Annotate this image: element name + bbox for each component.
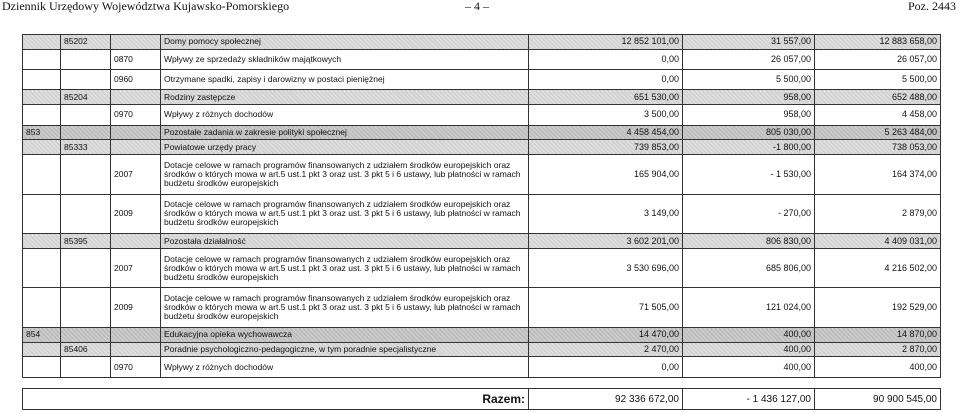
total-after: 90 900 545,00: [815, 389, 941, 410]
description-cell: Dotacje celowe w ramach programów finansowanych z udziałem środków europejskich oraz środków o których mowa w art.5 ust.1 pkt 3 oraz ust. 3 pkt 5 i 6 ustawy, lub płatności w ramach budżetu środków europejskich: [161, 288, 529, 328]
change-value-cell: 26 057,00: [683, 49, 815, 69]
plan-value-cell: 0,00: [529, 49, 683, 69]
plan-value-cell: 4 458 454,00: [529, 125, 683, 140]
plan-value-cell: 71 505,00: [529, 288, 683, 328]
total-change: - 1 436 127,00: [683, 389, 815, 410]
plan-value-cell: 739 853,00: [529, 140, 683, 155]
paragraph-cell: 2007: [111, 154, 161, 194]
plan-value-cell: 3 500,00: [529, 105, 683, 125]
paragraph-cell: [111, 125, 161, 140]
dzial-cell: [23, 90, 61, 105]
rozdzial-cell: 85333: [61, 140, 111, 155]
change-value-cell: 121 024,00: [683, 288, 815, 328]
after-value-cell: 2 879,00: [815, 194, 941, 234]
total-label: Razem:: [23, 389, 529, 410]
dzial-cell: 854: [23, 328, 61, 343]
after-value-cell: 164 374,00: [815, 154, 941, 194]
description-cell: Otrzymane spadki, zapisy i darowizny w postaci pieniężnej: [161, 70, 529, 90]
paragraph-cell: [111, 35, 161, 50]
after-value-cell: 5 263 484,00: [815, 125, 941, 140]
paragraph-cell: 0970: [111, 357, 161, 378]
rozdzial-cell: [61, 125, 111, 140]
after-value-cell: 192 529,00: [815, 288, 941, 328]
paragraph-cell: [111, 234, 161, 249]
paragraph-cell: 2009: [111, 194, 161, 234]
paragraph-cell: 0960: [111, 70, 161, 90]
description-cell: Wpływy ze sprzedaży składników majątkowych: [161, 49, 529, 69]
table-row: [23, 288, 941, 328]
table-row: [23, 248, 941, 288]
dzial-cell: [23, 49, 61, 69]
description-cell: Dotacje celowe w ramach programów finansowanych z udziałem środków europejskich oraz środków o których mowa w art.5 ust.1 pkt 3 oraz ust. 3 pkt 5 i 6 ustawy, lub płatności w ramach budżetu środków europejskich: [161, 248, 529, 288]
table-row: [23, 90, 941, 105]
rozdzial-cell: 85406: [61, 342, 111, 357]
change-value-cell: 5 500,00: [683, 70, 815, 90]
table-row: [23, 328, 941, 343]
after-value-cell: 652 488,00: [815, 90, 941, 105]
after-value-cell: 26 057,00: [815, 49, 941, 69]
description-cell: Pozostałe zadania w zakresie polityki społecznej: [161, 125, 529, 140]
change-value-cell: 31 557,00: [683, 35, 815, 50]
plan-value-cell: 0,00: [529, 357, 683, 378]
table-row: [23, 125, 941, 140]
position-number: Poz. 2443: [908, 0, 956, 13]
rozdzial-cell: 85202: [61, 35, 111, 50]
after-value-cell: 2 870,00: [815, 342, 941, 357]
description-cell: Pozostała działalność: [161, 234, 529, 249]
change-value-cell: 400,00: [683, 342, 815, 357]
after-value-cell: 12 883 658,00: [815, 35, 941, 50]
rozdzial-cell: [61, 154, 111, 194]
plan-value-cell: 651 530,00: [529, 90, 683, 105]
change-value-cell: - 1 530,00: [683, 154, 815, 194]
dzial-cell: [23, 194, 61, 234]
change-value-cell: 400,00: [683, 328, 815, 343]
total-row: [22, 388, 941, 410]
dzial-cell: [23, 35, 61, 50]
table-row: [23, 234, 941, 249]
plan-value-cell: 0,00: [529, 70, 683, 90]
dzial-cell: [23, 154, 61, 194]
change-value-cell: - 270,00: [683, 194, 815, 234]
dzial-cell: [23, 248, 61, 288]
dzial-cell: [23, 70, 61, 90]
paragraph-cell: 2009: [111, 288, 161, 328]
plan-value-cell: 2 470,00: [529, 342, 683, 357]
table-row: [23, 35, 941, 50]
after-value-cell: 738 053,00: [815, 140, 941, 155]
table-row: [23, 154, 941, 194]
change-value-cell: 805 030,00: [683, 125, 815, 140]
rozdzial-cell: [61, 70, 111, 90]
dzial-cell: [23, 140, 61, 155]
paragraph-cell: 2007: [111, 248, 161, 288]
change-value-cell: 958,00: [683, 90, 815, 105]
after-value-cell: 5 500,00: [815, 70, 941, 90]
rozdzial-cell: [61, 49, 111, 69]
paragraph-cell: [111, 90, 161, 105]
description-cell: Edukacyjna opieka wychowawcza: [161, 328, 529, 343]
change-value-cell: 958,00: [683, 105, 815, 125]
change-value-cell: 400,00: [683, 357, 815, 378]
rozdzial-cell: [61, 288, 111, 328]
table-row: [23, 194, 941, 234]
table-row: [23, 140, 941, 155]
dzial-cell: [23, 357, 61, 378]
plan-value-cell: 3 149,00: [529, 194, 683, 234]
rozdzial-cell: [61, 248, 111, 288]
page-header: [0, 0, 960, 14]
description-cell: Powiatowe urzędy pracy: [161, 140, 529, 155]
after-value-cell: 4 216 502,00: [815, 248, 941, 288]
table-row: [23, 357, 941, 378]
paragraph-cell: [111, 342, 161, 357]
paragraph-cell: 0970: [111, 105, 161, 125]
paragraph-cell: 0870: [111, 49, 161, 69]
paragraph-cell: [111, 328, 161, 343]
journal-title: Dziennik Urzędowy Województwa Kujawsko-Pomorskiego: [2, 0, 290, 13]
change-value-cell: 685 806,00: [683, 248, 815, 288]
page-number: – 4 –: [465, 0, 489, 13]
rozdzial-cell: 85204: [61, 90, 111, 105]
after-value-cell: 4 458,00: [815, 105, 941, 125]
rozdzial-cell: [61, 105, 111, 125]
rozdzial-cell: [61, 328, 111, 343]
rozdzial-cell: [61, 194, 111, 234]
description-cell: Dotacje celowe w ramach programów finansowanych z udziałem środków europejskich oraz środków o których mowa w art.5 ust.1 pkt 3 oraz ust. 3 pkt 5 i 6 ustawy, lub płatności w ramach budżetu środków europejskich: [161, 154, 529, 194]
budget-table: [22, 34, 941, 378]
description-cell: Wpływy z różnych dochodów: [161, 357, 529, 378]
after-value-cell: 14 870,00: [815, 328, 941, 343]
table-row: [23, 342, 941, 357]
paragraph-cell: [111, 140, 161, 155]
plan-value-cell: 3 530 696,00: [529, 248, 683, 288]
dzial-cell: [23, 288, 61, 328]
rozdzial-cell: [61, 357, 111, 378]
change-value-cell: 806 830,00: [683, 234, 815, 249]
table-row: [23, 49, 941, 69]
dzial-cell: [23, 234, 61, 249]
after-value-cell: 4 409 031,00: [815, 234, 941, 249]
description-cell: Rodziny zastępcze: [161, 90, 529, 105]
dzial-cell: [23, 105, 61, 125]
rozdzial-cell: 85395: [61, 234, 111, 249]
change-value-cell: -1 800,00: [683, 140, 815, 155]
dzial-cell: 853: [23, 125, 61, 140]
plan-value-cell: 12 852 101,00: [529, 35, 683, 50]
plan-value-cell: 165 904,00: [529, 154, 683, 194]
plan-value-cell: 3 602 201,00: [529, 234, 683, 249]
description-cell: Domy pomocy społecznej: [161, 35, 529, 50]
total-plan: 92 336 672,00: [529, 389, 683, 410]
after-value-cell: 400,00: [815, 357, 941, 378]
description-cell: Wpływy z różnych dochodów: [161, 105, 529, 125]
dzial-cell: [23, 342, 61, 357]
table-row: [23, 70, 941, 90]
description-cell: Poradnie psychologiczno-pedagogiczne, w tym poradnie specjalistyczne: [161, 342, 529, 357]
plan-value-cell: 14 470,00: [529, 328, 683, 343]
table-row: [23, 105, 941, 125]
description-cell: Dotacje celowe w ramach programów finansowanych z udziałem środków europejskich oraz środków o których mowa w art.5 ust.1 pkt 3 oraz ust. 3 pkt 5 i 6 ustawy, lub płatności w ramach budżetu środków europejskich: [161, 194, 529, 234]
